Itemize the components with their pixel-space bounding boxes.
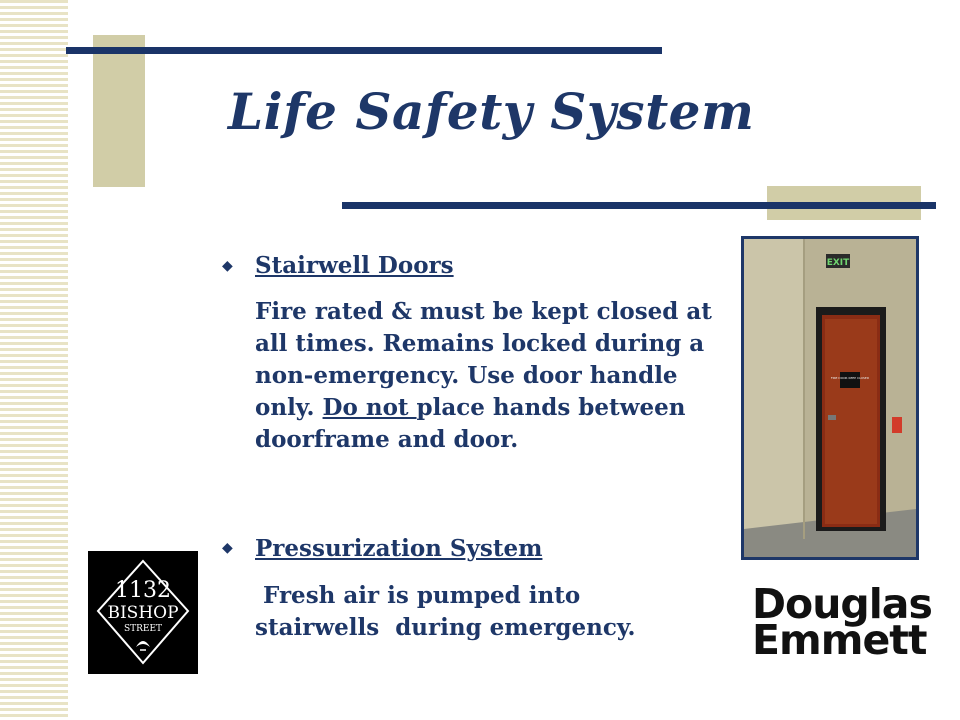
douglas-emmett-logo xyxy=(752,580,932,664)
bishop-logo-line1: BISHOP xyxy=(107,603,179,623)
body-underlined-text: Do not xyxy=(322,394,417,421)
exit-sign-text: EXIT xyxy=(826,258,850,268)
douglas-emmett-line2: Emmett xyxy=(752,616,927,664)
body-text: Fire rated & must be kept closed at all times. Remains locked during a non-emergency. Use door handle only. xyxy=(255,298,712,421)
item-body-stairwell-doors xyxy=(255,296,737,456)
item-heading-pressurization: Pressurization System xyxy=(255,535,543,562)
stairwell-door-photo xyxy=(741,236,919,560)
navy-top-rule xyxy=(66,47,662,54)
body-text: place hands between doorframe and door. xyxy=(255,394,686,453)
bishop-logo-number: 1132 xyxy=(115,578,171,603)
bishop-street-logo xyxy=(88,551,198,674)
bullet-diamond-icon: ◆ xyxy=(222,540,233,556)
bishop-logo-line2: STREET xyxy=(123,624,163,634)
slide-title: Life Safety System xyxy=(228,82,755,141)
item-body-pressurization: Fresh air is pumped into stairwells during emergency. xyxy=(255,582,636,641)
bullet-diamond-icon: ◆ xyxy=(222,258,233,274)
navy-bottom-rule xyxy=(342,202,936,209)
left-stripe-decoration xyxy=(0,0,68,720)
douglas-emmett-line1: Douglas xyxy=(752,580,932,628)
bishop-street-logo-graphic xyxy=(88,551,198,674)
door-photo-illustration xyxy=(744,239,916,557)
tan-vertical-bar xyxy=(93,35,145,187)
item-heading-stairwell-doors: Stairwell Doors xyxy=(255,252,454,279)
door-sign-text: FIRE DOOR KEEP CLOSED xyxy=(830,376,870,380)
